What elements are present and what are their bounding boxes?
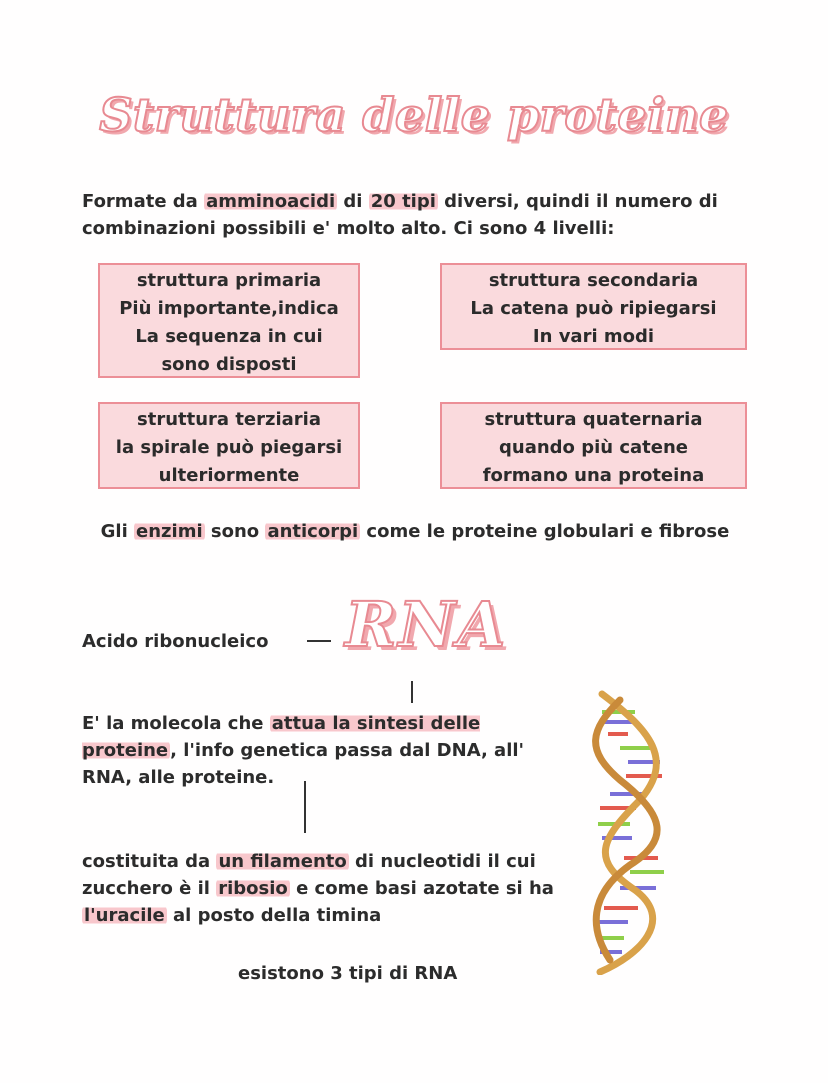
highlight-uracile: l'uracile: [84, 905, 165, 926]
rna-helix-illustration: [580, 690, 680, 975]
highlight-amminoacidi: amminoacidi: [206, 191, 336, 212]
box-struttura-primaria: [98, 263, 360, 378]
intro-text-2: di: [337, 191, 369, 212]
connector-line: [304, 781, 306, 833]
connector-dash: [307, 640, 331, 642]
rna-heading: RNA: [345, 588, 508, 661]
box-line: sono disposti: [161, 354, 297, 375]
molecola-text-1: E' la molecola che: [82, 713, 270, 734]
costituita-text-2: di nucleotidi il cui zucchero è il: [82, 851, 536, 899]
highlight-ribosio: ribosio: [218, 878, 288, 899]
box-line: La catena può ripiegarsi: [470, 298, 717, 319]
page-title: Struttura delle proteine: [99, 88, 729, 142]
box-line: la spirale può piegarsi: [115, 437, 343, 458]
molecola-paragraph: [82, 710, 552, 791]
box-struttura-secondaria: [440, 263, 747, 350]
connector-line: [411, 681, 413, 703]
molecola-text-2: , l'info genetica passa dal DNA, all' RNA, alle proteine.: [82, 740, 525, 788]
box-line: quando più catene: [499, 437, 688, 458]
intro-text-3: diversi, quindi il numero di combinazioni possibili e' molto alto. Ci sono 4 livelli:: [82, 191, 718, 239]
esistono-line: esistono 3 tipi di RNA: [238, 963, 458, 984]
costituita-text-1: costituita da: [82, 851, 217, 872]
box-heading: struttura quaternaria: [484, 409, 703, 430]
intro-paragraph: [82, 188, 762, 242]
costituita-text-4: al posto della timina: [166, 905, 382, 926]
box-line: formano una proteina: [482, 465, 705, 486]
box-line: Più importante,indica: [119, 298, 339, 319]
enzimi-text-3: come le proteine globulari e fibrose: [360, 521, 730, 542]
box-line: La sequenza in cui: [135, 326, 323, 347]
box-struttura-terziaria: [98, 402, 360, 489]
costituita-text-3: e come basi azotate si ha: [289, 878, 554, 899]
box-line: ulteriormente: [158, 465, 300, 486]
enzimi-text-1: Gli: [100, 521, 135, 542]
enzimi-text-2: sono: [204, 521, 266, 542]
highlight-anticorpi: anticorpi: [267, 521, 359, 542]
box-struttura-quaternaria: [440, 402, 747, 489]
highlight-filamento: un filamento: [218, 851, 347, 872]
intro-text-1: Formate da: [82, 191, 205, 212]
highlight-enzimi: enzimi: [136, 521, 203, 542]
costituita-paragraph: [82, 848, 572, 929]
highlight-20-tipi: 20 tipi: [370, 191, 436, 212]
box-heading: struttura secondaria: [488, 270, 699, 291]
enzimi-paragraph: [60, 518, 770, 545]
box-heading: struttura terziaria: [137, 409, 321, 430]
box-line: In vari modi: [532, 326, 655, 347]
highlight-sintesi-proteine: attua la sintesi delle proteine: [82, 713, 481, 761]
rna-definition-label: Acido ribonucleico: [82, 631, 269, 652]
box-heading: struttura primaria: [136, 270, 322, 291]
